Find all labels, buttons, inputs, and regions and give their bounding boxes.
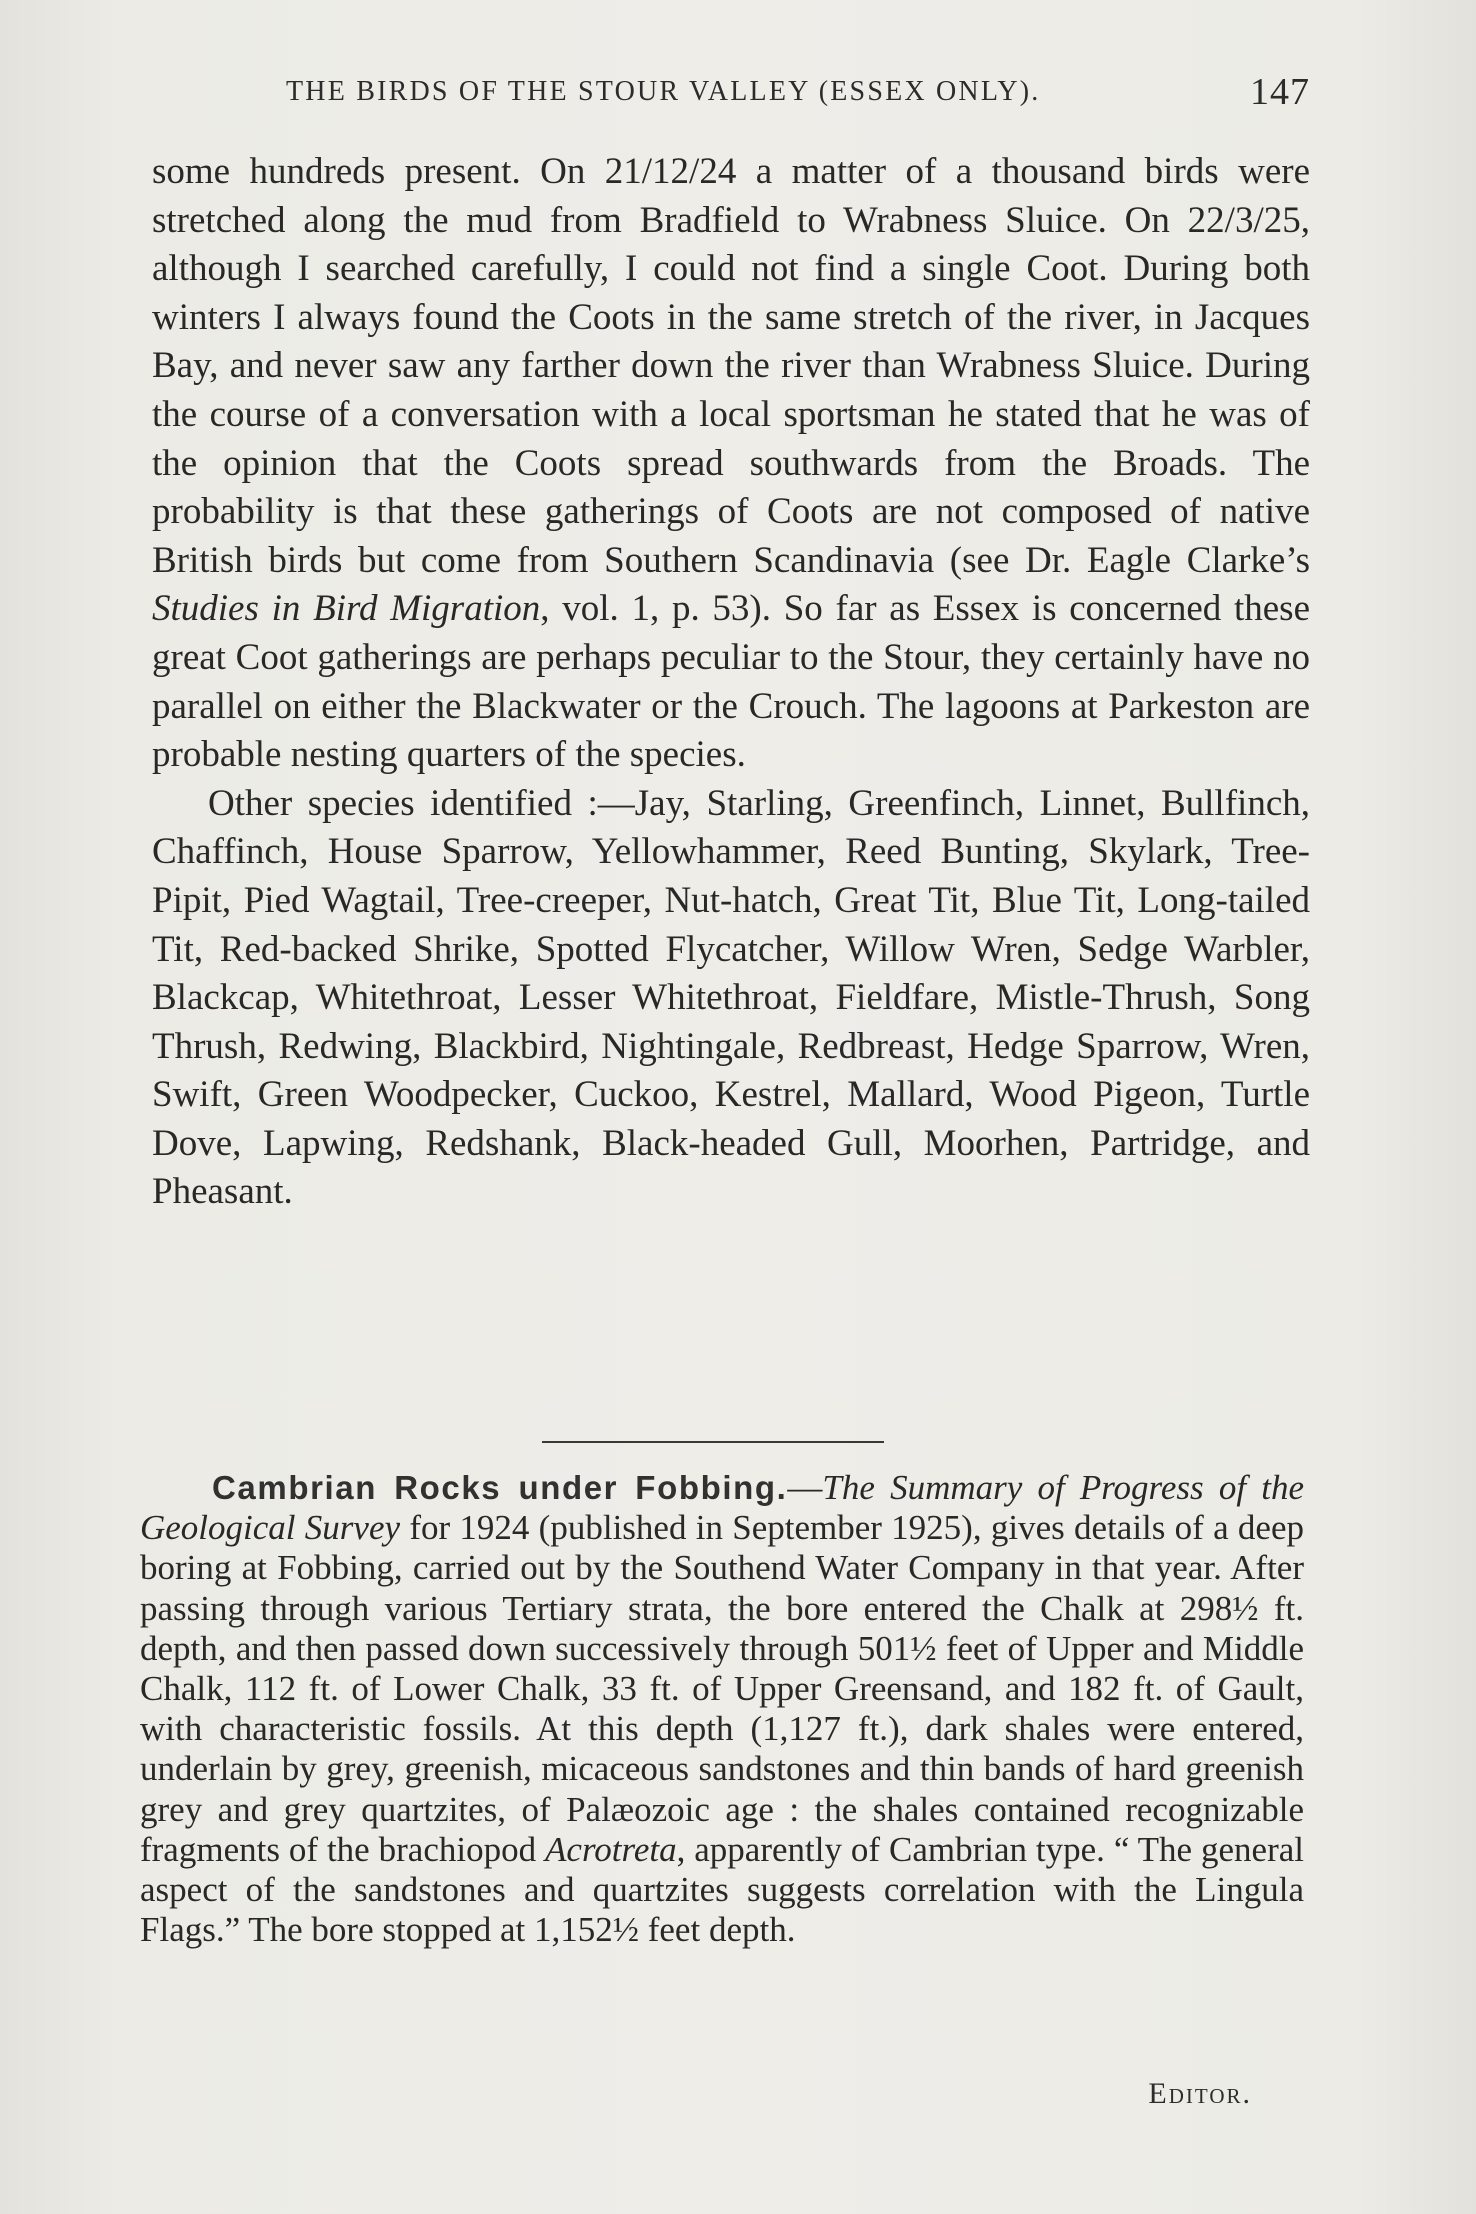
editor-signature: Editor.: [1148, 2077, 1252, 2110]
publication-title: The Summary of Progress of the Geological Survey: [140, 1468, 1304, 1548]
article-body: [152, 148, 1310, 1217]
note-title: Cambrian Rocks under Fobbing.: [212, 1469, 788, 1506]
book-title: Studies in Bird Migration: [152, 588, 541, 630]
paragraph-text: , vol. 1, p. 53). So far as Essex is concerned these great Coot gatherings are perhaps peculiar to the Stour, they certainly have no parallel on either the Blackwater or the Crouch. The lagoons at Parkeston are probable nesting quarters of the species.: [152, 588, 1310, 776]
paragraph-other-species: Other species identified :—Jay, Starling, Greenfinch, Linnet, Bullfinch, Chaffinch, House Sparrow, Yellowhammer, Reed Bunting, Skylark, Tree-Pipit, Pied Wagtail, Tree-creeper, Nut-hatch, Great Tit, Blue Tit, Long-tailed Tit, Red-backed Shrike, Spotted Flycatcher, Willow Wren, Sedge Warbler, Blackcap, Whitethroat, Lesser Whitethroat, Fieldfare, Mistle-Thrush, Song Thrush, Redwing, Blackbird, Nightingale, Redbreast, Hedge Sparrow, Wren, Swift, Green Woodpecker, Cuckoo, Kestrel, Mallard, Wood Pigeon, Turtle Dove, Lapwing, Redshank, Black-headed Gull, Moorhen, Partridge, and Pheasant.: [152, 782, 1310, 1213]
note-text: for 1924 (published in September 1925), gives details of a deep boring at Fobbing, carried out by the Southend Water Company in that year. After passing through various Tertiary strata, the bore entered the Chalk at 298½ ft. depth, and then passed down successively through 501½ feet of Upper and Middle Chalk, 112 ft. of Lower Chalk, 33 ft. of Upper Greensand, and 182 ft. of Gault, with characteristic fossils. At this depth (1,127 ft.), dark shales were entered, underlain by grey, greenish, micaceous sandstones and thin bands of hard greenish grey and grey quartzites, of Palæozoic age : the shales contained recognizable fragments of the brachiopod: [140, 1508, 1304, 1869]
page-number: 147: [1250, 71, 1310, 113]
note-text: , apparently of Cambrian type. “ The general aspect of the sandstones and quartzites suggests correlation with the Lingula Flags.” The bore stopped at 1,152½ feet depth.: [140, 1829, 1305, 1950]
note-paragraph: [140, 1468, 1304, 1950]
genus-name: Acrotreta: [545, 1829, 677, 1869]
paragraph-coot-gatherings: [152, 148, 1310, 780]
running-head: THE BIRDS OF THE STOUR VALLEY (ESSEX ONLY).: [286, 76, 1041, 107]
paragraph-text: some hundreds present. On 21/12/24 a matter of a thousand birds were stretched along the mud from Bradfield to Wrabness Sluice. On 22/3/25, although I searched carefully, I could not find a single Coot. During both winters I always found the Coots in the same stretch of the river, in Jacques Bay, and never saw any farther down the river than Wrabness Sluice. During the course of a conversation with a local sportsman he stated that he was of the opinion that the Coots spread southwards from the Broads. The probability is that these gatherings of Coots are not composed of native British birds but come from Southern Scandinavia (see Dr. Eagle Clarke’s: [152, 151, 1310, 581]
section-divider: [542, 1441, 884, 1443]
note-dash: —: [787, 1468, 823, 1507]
page-header: [150, 68, 1310, 118]
cambrian-rocks-note: [140, 1468, 1304, 1950]
